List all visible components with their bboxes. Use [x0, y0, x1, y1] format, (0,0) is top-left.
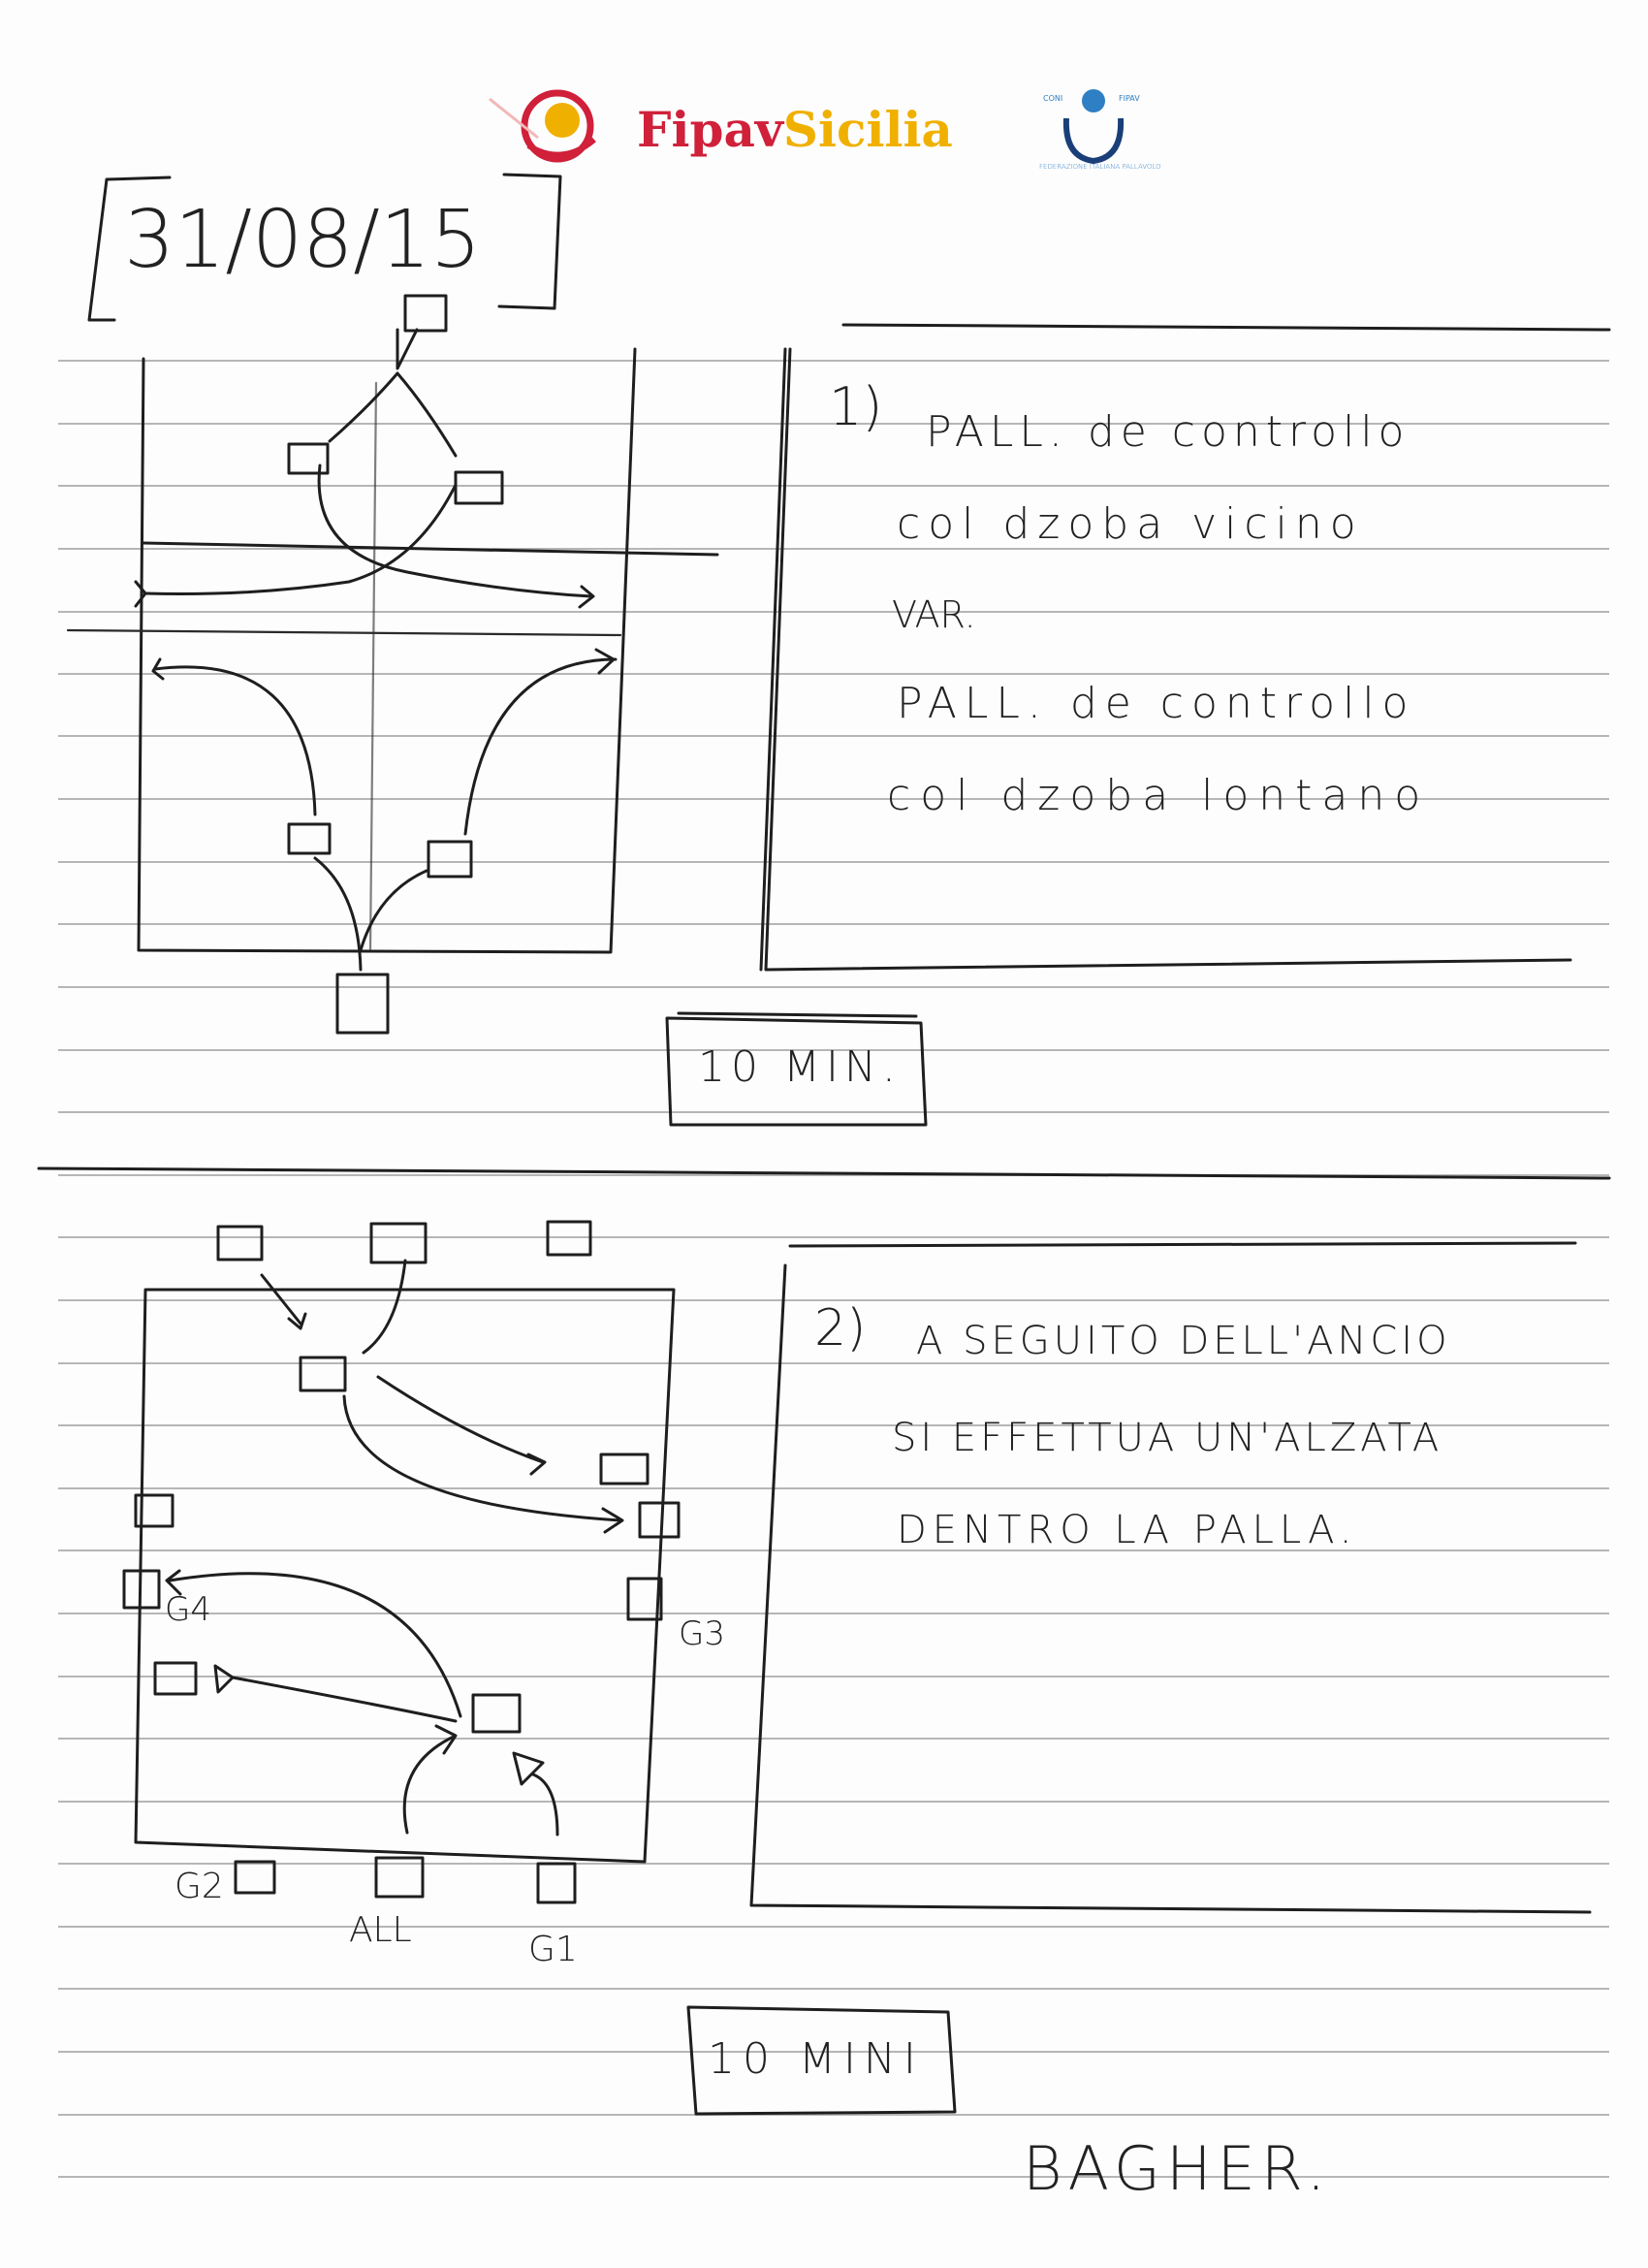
ex1-duration: 10 MIN. — [698, 1042, 902, 1092]
ex1-line-2: col dzoba vicino — [897, 499, 1364, 549]
ex1-line-5: col dzoba lontano — [887, 771, 1431, 820]
date-text: 31/08/15 — [124, 194, 482, 286]
player-square-icon — [428, 842, 471, 877]
player-square-icon — [405, 296, 446, 331]
player-square-icon — [640, 1503, 679, 1537]
arrow-icon — [155, 667, 315, 815]
player-square-icon — [548, 1222, 590, 1255]
label-all: ALL — [349, 1910, 412, 1950]
ex2-line-3: DENTRO LA PALLA. — [897, 1508, 1358, 1552]
arrow-icon — [344, 1396, 622, 1532]
logo-title: FipavSicilia — [637, 101, 953, 158]
label-g3: G3 — [679, 1614, 725, 1653]
court-diagram-1 — [68, 296, 717, 1033]
ex2-duration: 10 MINI — [708, 2034, 924, 2084]
player-square-icon — [218, 1227, 262, 1260]
label-g1: G1 — [528, 1930, 578, 1969]
player-square-icon — [376, 1858, 423, 1897]
player-square-icon — [289, 824, 330, 853]
svg-text:FIPAV: FIPAV — [1119, 94, 1140, 103]
arrow-icon — [404, 1726, 456, 1833]
ex2-line-1: A SEGUITO DELL'ANCIO — [916, 1319, 1451, 1363]
federation-seal-caption: FEDERAZIONE ITALIANA PALLAVOLO — [1039, 163, 1161, 171]
ex1-line-1: PALL. de controllo — [926, 407, 1410, 457]
player-square-icon — [155, 1663, 196, 1694]
player-square-icon — [236, 1862, 274, 1893]
player-square-icon — [371, 1224, 426, 1262]
player-square-icon — [473, 1695, 520, 1732]
signature: BAGHER. — [1023, 2133, 1332, 2204]
court-diagram-2 — [124, 1222, 679, 1902]
ex2-line-2: SI EFFETTUA UN'ALZATA — [892, 1416, 1443, 1460]
arrow-icon — [465, 659, 616, 834]
ex1-line-3: VAR. — [892, 593, 976, 636]
ex1-number: 1) — [829, 376, 883, 437]
player-square-icon — [301, 1358, 345, 1390]
section-divider — [39, 1168, 1609, 1178]
ex1-line-4: PALL. de controllo — [897, 679, 1416, 728]
player-square-icon — [337, 974, 388, 1033]
player-square-icon — [601, 1454, 648, 1484]
player-square-icon — [289, 444, 328, 473]
arrow-icon — [233, 1677, 456, 1721]
player-square-icon — [538, 1864, 575, 1902]
ex2-number: 2) — [814, 1299, 867, 1358]
label-g2: G2 — [174, 1867, 224, 1906]
player-square-icon — [456, 472, 502, 503]
label-g4: G4 — [165, 1590, 211, 1629]
svg-text:CONI: CONI — [1043, 94, 1063, 103]
arrow-icon — [145, 465, 591, 596]
